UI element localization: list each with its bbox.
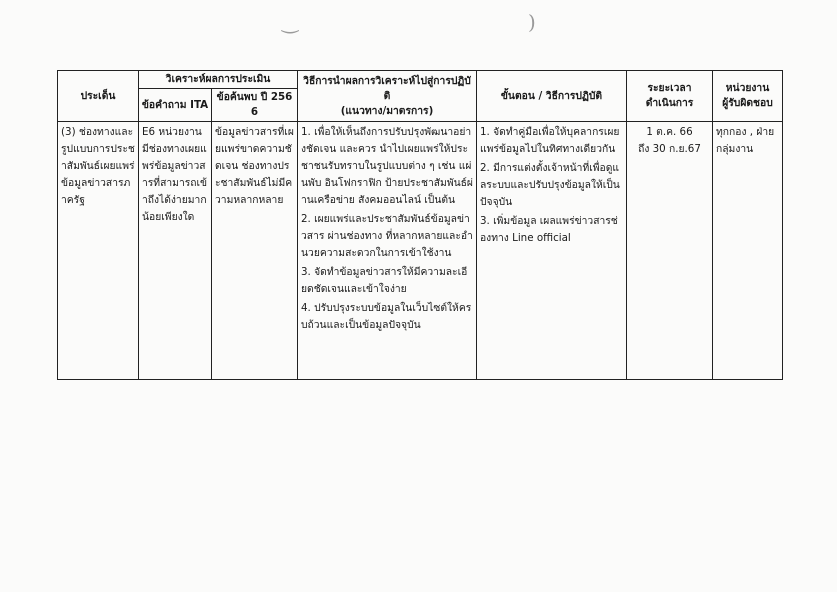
step-item: 2. มีการแต่งตั้งเจ้าหน้าที่เพื่อดูแลระบบและปรับปรุงข้อมูลให้เป็นปัจจุบัน bbox=[480, 162, 620, 208]
header-unit bbox=[713, 71, 783, 122]
header-steps: ขั้นตอน / วิธีการปฏิบัติ bbox=[477, 71, 627, 122]
header-duration-line1: ระยะเวลา bbox=[647, 82, 692, 94]
header-method-line1: วิธีการนำผลการวิเคราะห์ไปสู่การปฏิบัติ bbox=[303, 74, 471, 102]
method-item: 4. ปรับปรุงระบบข้อมูลในเว็บไซต์ให้ครบถ้วนและเป็นข้อมูลปัจจุบัน bbox=[301, 302, 472, 331]
cell-ita-question: E6 หน่วยงานมีช่องทางเผยแพร่ข้อมูลข่าวสารที่สามารถเข้าถึงได้ง่ายมากน้อยเพียงใด bbox=[139, 122, 212, 380]
punch-hole-mark-left: ‿ bbox=[282, 10, 299, 34]
cell-issue: (3) ช่องทางและรูปแบบการประชาสัมพันธ์เผยแพร่ข้อมูลข่าวสารภาครัฐ bbox=[58, 122, 139, 380]
method-item: 2. เผยแพร่และประชาสัมพันธ์ข้อมูลข่าวสาร ผ่านช่องทาง ที่หลากหลายและอำนวยความสะดวกในการเข้าใช้งาน bbox=[301, 213, 473, 259]
header-method-line2: (แนวทาง/มาตรการ) bbox=[340, 104, 434, 117]
table-row bbox=[58, 122, 783, 380]
step-item: 3. เพิ่มข้อมูล เผลแพร่ข่าวสารช่องทาง Line official bbox=[480, 215, 618, 244]
header-finding: ข้อค้นพบ ปี 2566 bbox=[212, 89, 298, 122]
method-item: 3. จัดทำข้อมูลข่าวสารให้มีความละเอียดชัดเจนและเข้าใจง่าย bbox=[301, 266, 468, 295]
header-issue: ประเด็น bbox=[58, 71, 139, 122]
header-method bbox=[298, 71, 477, 122]
duration-end: ถึง 30 ก.ย.67 bbox=[638, 143, 701, 155]
header-ita-question: ข้อคำถาม ITA bbox=[139, 89, 212, 122]
header-analysis: วิเคราะห์ผลการประเมิน bbox=[139, 71, 298, 89]
improvement-plan-table bbox=[57, 70, 783, 380]
punch-hole-mark-right: ) bbox=[528, 10, 536, 34]
header-duration bbox=[627, 71, 713, 122]
method-item: 1. เพื่อให้เห็นถึงการปรับปรุงพัฒนาอย่างชัดเจน และควร นำไปเผยแพร่ให้ประชาชนรับทราบในรูปแบบต่าง ๆ เช่น แผ่นพับ อินโฟกราฟิก ป้ายประชาสัมพันธ์ผ่านเครือข่าย สังคมออนไลน์ เป็นต้น bbox=[301, 126, 473, 206]
cell-steps bbox=[477, 122, 627, 380]
header-unit-line2: ผู้รับผิดชอบ bbox=[722, 97, 773, 109]
header-duration-line2: ดำเนินการ bbox=[645, 97, 694, 109]
cell-finding: ข้อมูลข่าวสารที่เผยแพร่ขาดความชัดเจน ช่องทางประชาสัมพันธ์ไม่มีความหลากหลาย bbox=[212, 122, 298, 380]
cell-methods bbox=[298, 122, 477, 380]
step-item: 1. จัดทำคู่มือเพื่อให้บุคลากรเผยแพร่ข้อมูลไปในทิศทางเดียวกัน bbox=[480, 126, 620, 155]
header-row-1 bbox=[58, 71, 783, 89]
duration-start: 1 ต.ค. 66 bbox=[646, 126, 693, 138]
cell-duration bbox=[627, 122, 713, 380]
header-unit-line1: หน่วยงาน bbox=[725, 82, 770, 94]
cell-unit: ทุกกอง , ฝ่าย กลุ่มงาน bbox=[713, 122, 783, 380]
